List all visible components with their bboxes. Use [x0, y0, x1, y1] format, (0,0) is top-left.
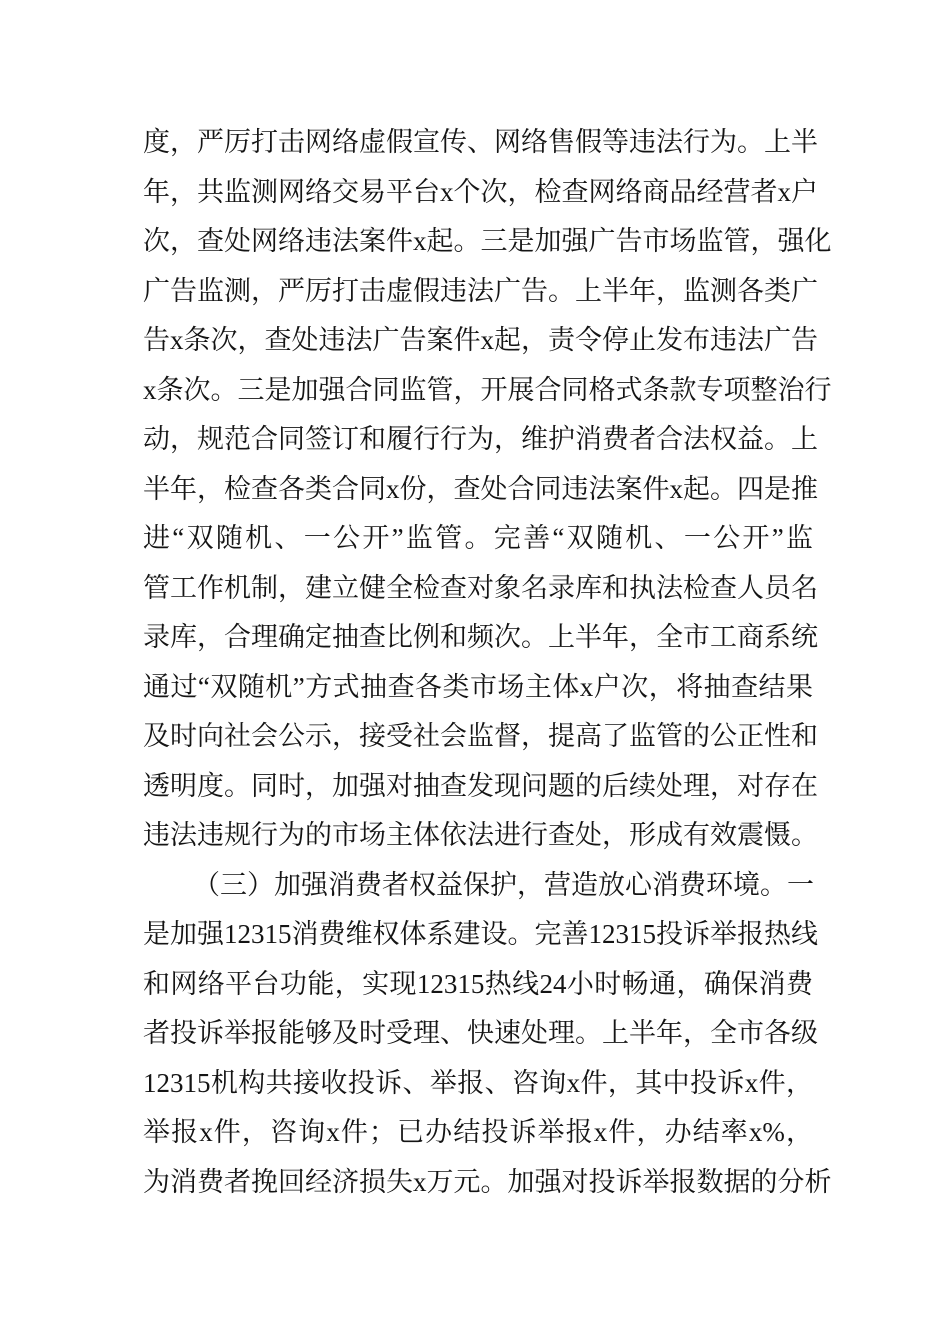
text-line: 半年，检查各类合同x份，查处合同违法案件x起。四是推	[143, 473, 818, 504]
text-line: 录库，合理确定抽查比例和频次。上半年，全市工商系统	[143, 622, 818, 652]
text-line: 管工作机制，建立健全检查对象名录库和执法检查人员名	[143, 572, 818, 603]
paragraph-market-supervision	[143, 118, 832, 861]
text-line: 者投诉举报能够及时受理、快速处理。上半年，全市各级	[143, 1018, 818, 1048]
text-line: x条次。三是加强合同监管，开展合同格式条款专项整治行	[143, 374, 832, 405]
text-line: 和网络平台功能，实现12315热线24小时畅通，确保消费	[143, 968, 813, 999]
text-line-section-heading: （三）加强消费者权益保护，营造放心消费环境。一	[193, 869, 814, 900]
text-line: 及时向社会公示，接受社会监督，提高了监管的公正性和	[143, 721, 818, 751]
text-line: 广告监测，严厉打击虚假违法广告。上半年，监测各类广	[143, 275, 818, 306]
text-line: 透明度。同时，加强对抽查发现问题的后续处理，对存在	[143, 770, 818, 801]
text-line: 是加强12315消费维权体系建设。完善12315投诉举报热线	[143, 919, 818, 949]
text-line: 度，严厉打击网络虚假宣传、网络售假等违法行为。上半	[143, 127, 818, 157]
text-line: 年，共监测网络交易平台x个次，检查网络商品经营者x户	[143, 176, 818, 207]
text-line: 动，规范合同签订和履行行为，维护消费者合法权益。上	[143, 424, 818, 454]
document-body	[143, 118, 832, 1207]
text-line: 次，查处网络违法案件x起。三是加强广告市场监管，强化	[143, 226, 832, 256]
text-line: 举报x件，咨询x件；已办结投诉举报x件，办结率x%，	[143, 1117, 813, 1147]
text-line: 违法违规行为的市场主体依法进行查处，形成有效震慑。	[143, 820, 818, 850]
text-line: 进“双随机、一公开”监管。完善“双随机、一公开”监	[143, 523, 813, 553]
paragraph-consumer-protection	[143, 861, 832, 1208]
text-line: 为消费者挽回经济损失x万元。加强对投诉举报数据的分析	[143, 1166, 832, 1197]
text-line: 通过“双随机”方式抽查各类市场主体x户次，将抽查结果	[143, 671, 813, 702]
text-line: 告x条次，查处违法广告案件x起，责令停止发布违法广告	[143, 325, 818, 355]
text-line: 12315机构共接收投诉、举报、咨询x件，其中投诉x件，	[143, 1067, 813, 1098]
